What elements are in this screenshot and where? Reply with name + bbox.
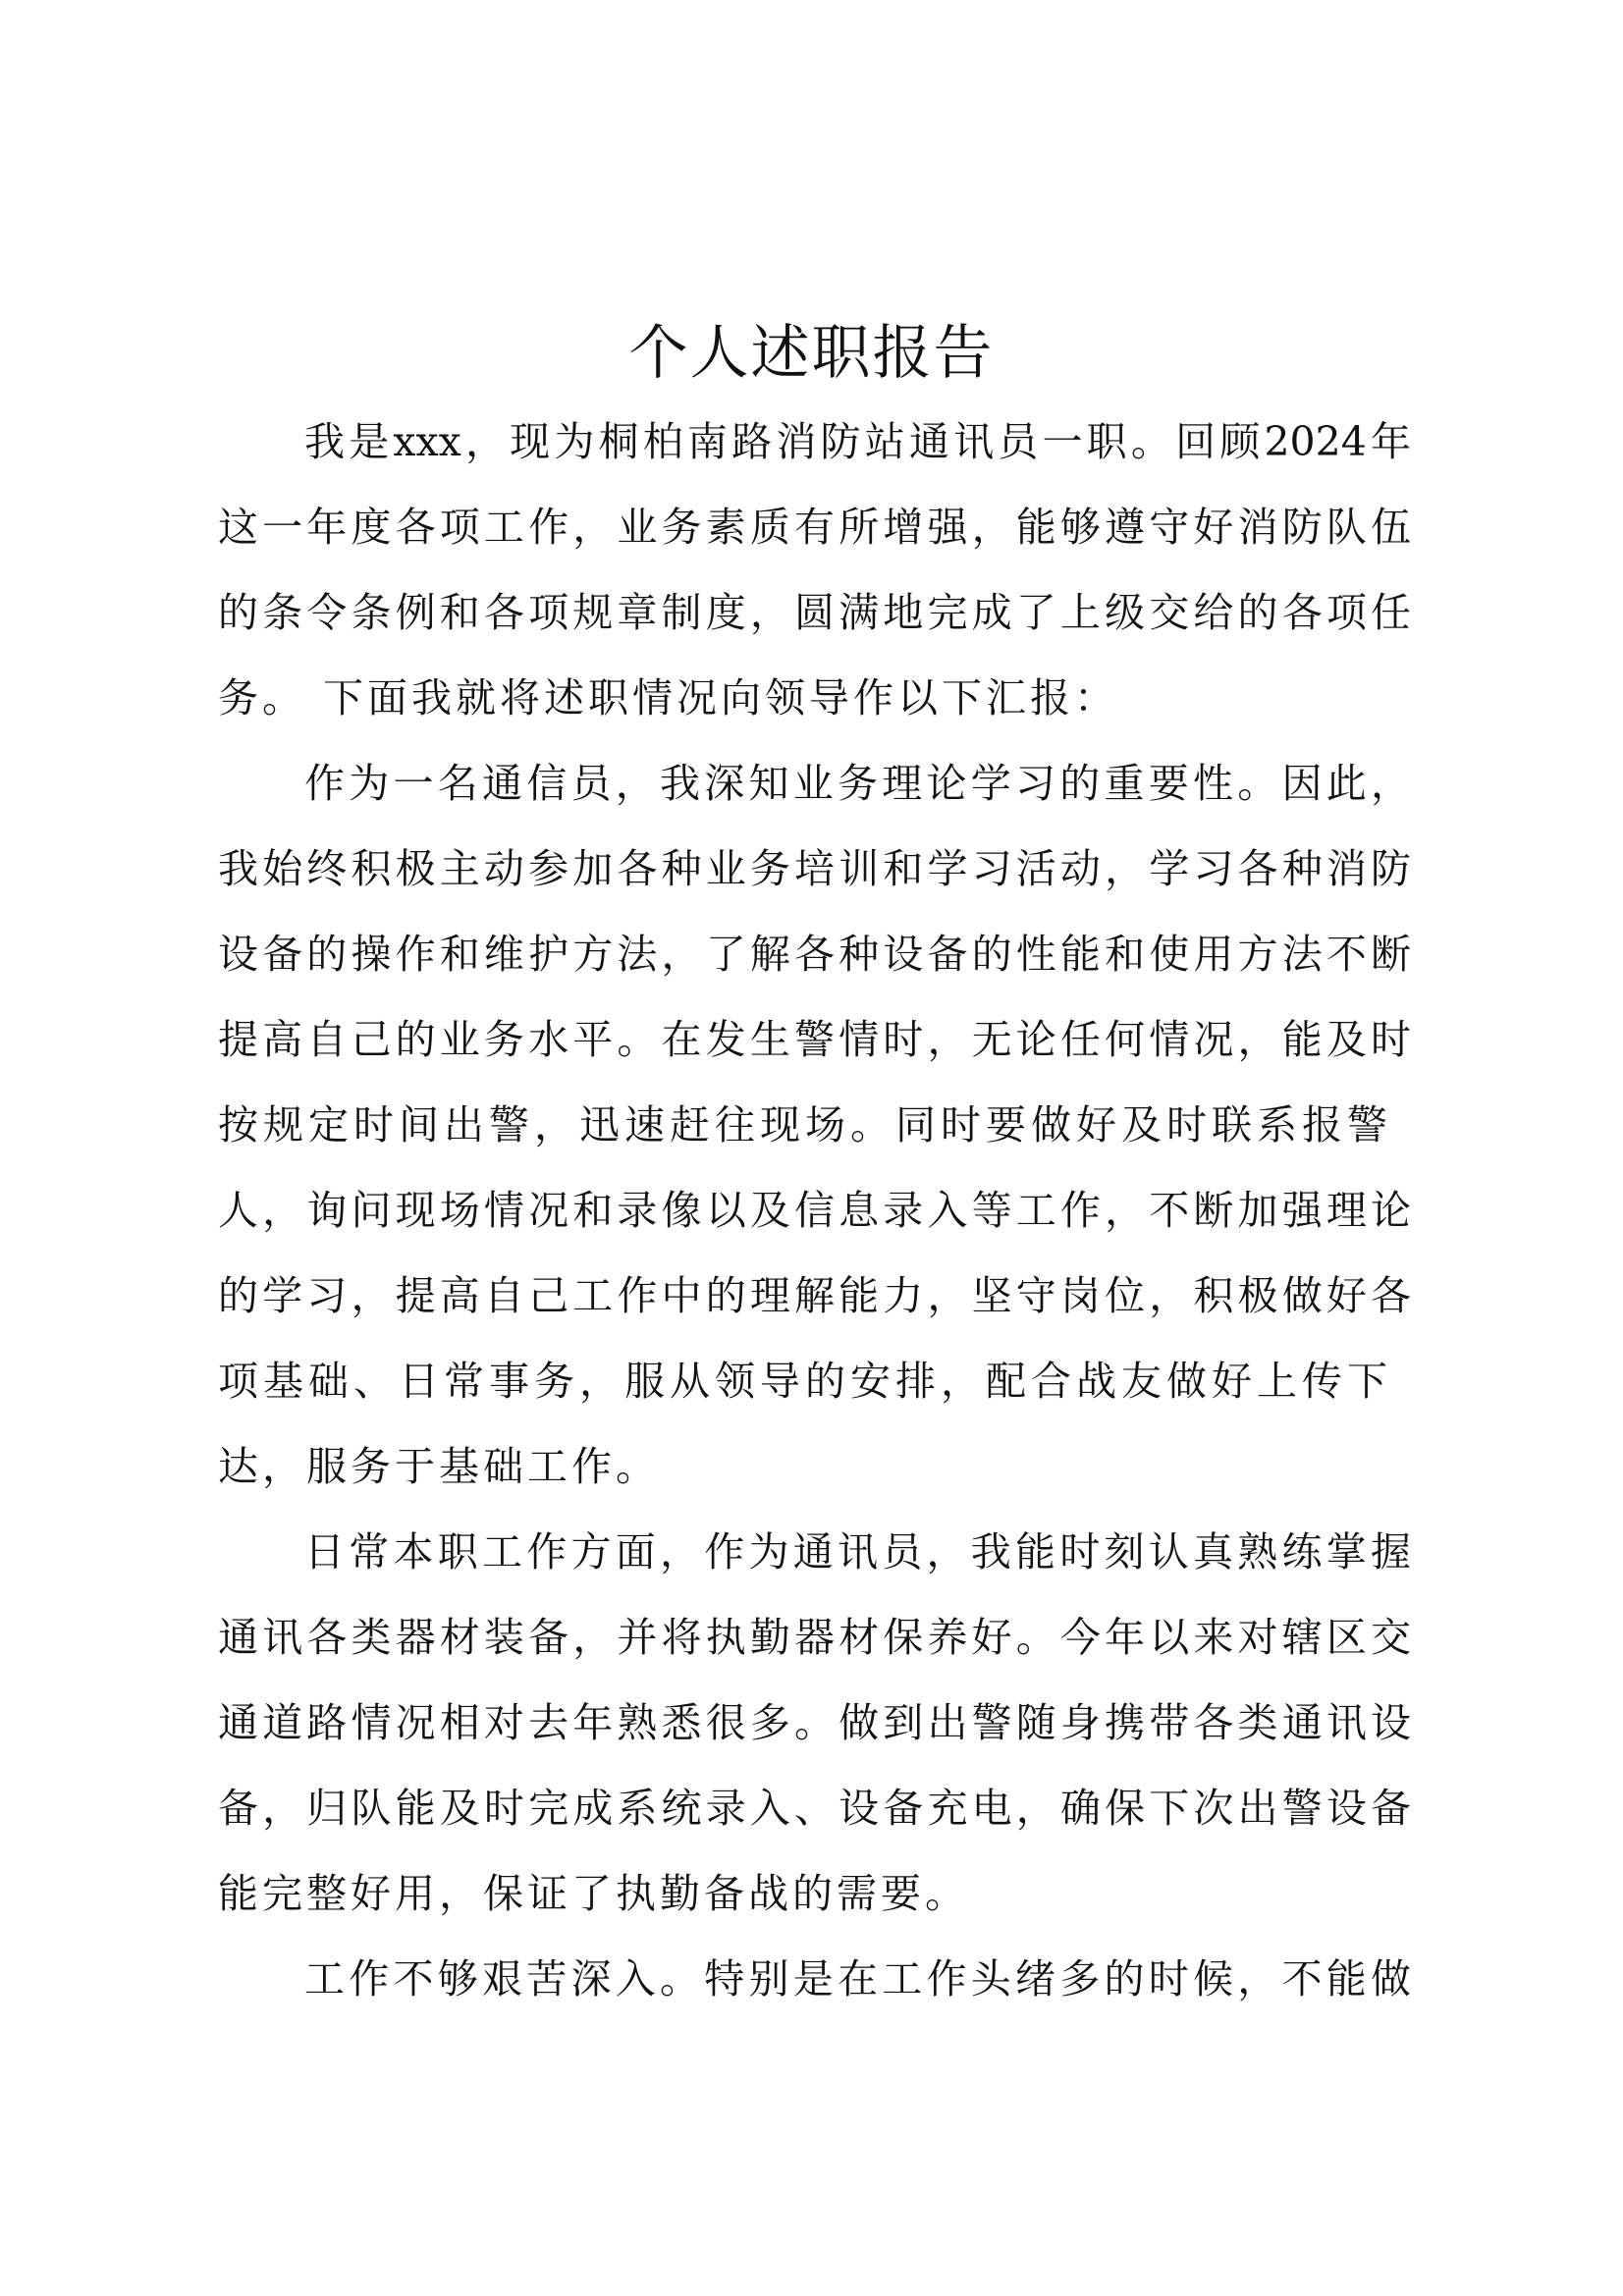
paragraph-3-line-3: 通道路情况相对去年熟悉很多。做到出警随身携带各类通讯设 [218, 1699, 1411, 1746]
paragraph-2-line-8: 项基础、日常事务，服从领导的安排，配合战友做好上传下 [218, 1358, 1392, 1405]
paragraph-2-line-1: 作为一名通信员，我深知业务理论学习的重要性。因此， [304, 760, 1411, 807]
paragraph-2-line-5: 按规定时间出警，迅速赶往现场。同时要做好及时联系报警 [218, 1101, 1392, 1148]
paragraph-2-line-9: 达，服务于基础工作。 [218, 1443, 660, 1490]
paragraph-2-line-4: 提高自己的业务水平。在发生警情时，无论任何情况，能及时 [218, 1016, 1411, 1063]
paragraph-2-line-3: 设备的操作和维护方法，了解各种设备的性能和使用方法不断 [218, 931, 1411, 978]
paragraph-2-line-2: 我始终积极主动参加各种业务培训和学习活动，学习各种消防 [218, 845, 1411, 892]
paragraph-2-line-6: 人，询问现场情况和录像以及信息录入等工作，不断加强理论 [218, 1187, 1411, 1234]
paragraph-3-line-1: 日常本职工作方面，作为通讯员，我能时刻认真熟练掌握 [304, 1528, 1411, 1575]
paragraph-3-line-4: 备，归队能及时完成系统录入、设备充电，确保下次出警设备 [218, 1785, 1411, 1832]
paragraph-1-line-1: 我是xxx，现为桐柏南路消防站通讯员一职。回顾2024年 [304, 418, 1411, 465]
paragraph-1-line-2: 这一年度各项工作，业务素质有所增强，能够遵守好消防队伍 [218, 504, 1411, 551]
document-title: 个人述职报告 [628, 319, 995, 388]
paragraph-4-line-1: 工作不够艰苦深入。特别是在工作头绪多的时候，不能做 [304, 1955, 1411, 2002]
paragraph-3-line-2: 通讯各类器材装备，并将执勤器材保养好。今年以来对辖区交 [218, 1614, 1411, 1661]
paragraph-1-line-3: 的条令条例和各项规章制度，圆满地完成了上级交给的各项任 [218, 589, 1411, 636]
paragraph-1-line-4: 务。 下面我就将述职情况向领导作以下汇报： [218, 674, 1119, 721]
paragraph-3-line-5: 能完整好用，保证了执勤备战的需要。 [218, 1870, 969, 1917]
paragraph-2-line-7: 的学习，提高自己工作中的理解能力，坚守岗位，积极做好各 [218, 1272, 1411, 1319]
